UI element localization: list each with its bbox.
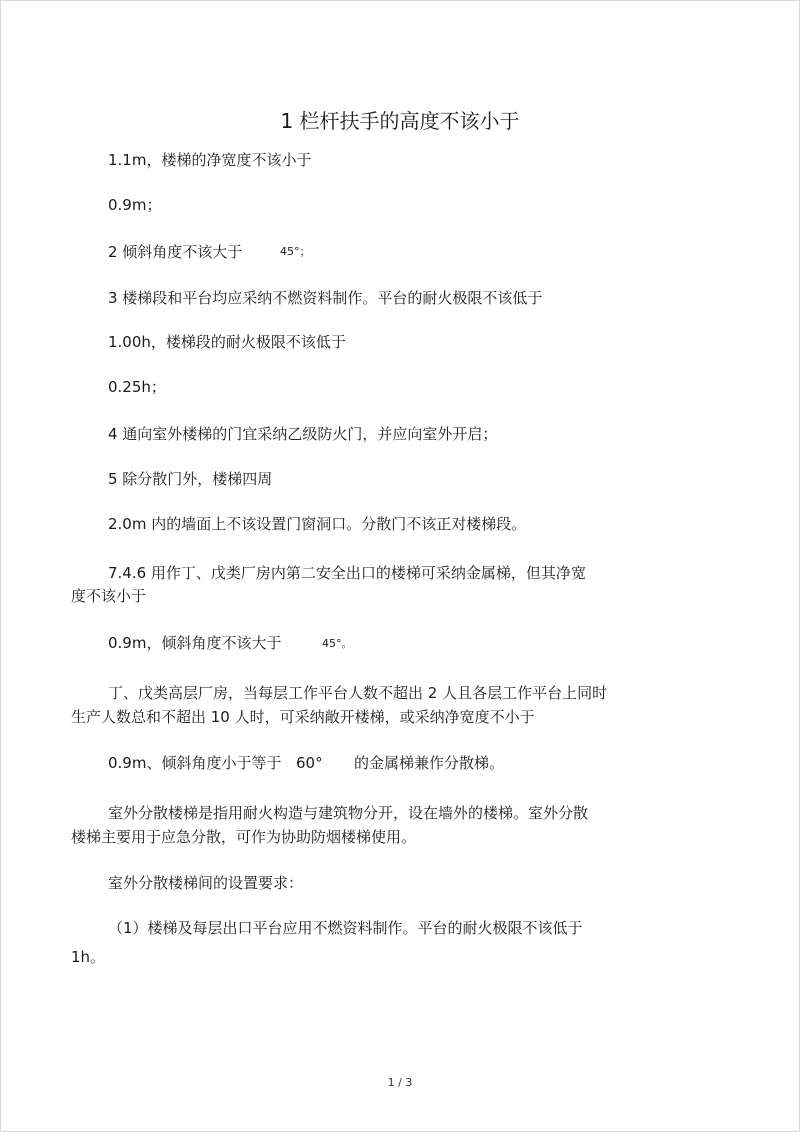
text-line: 5 除分散门外，楼梯四周 [108, 470, 273, 488]
text-line: 室外分散楼梯是指用耐火构造与建筑物分开，设在墙外的楼梯。室外分散 [108, 804, 589, 822]
text-line: 楼梯主要用于应急分散，可作为协助防烟楼梯使用。 [71, 828, 417, 846]
text-line: 0.9m、倾斜角度小于等于 [108, 754, 282, 772]
page-number: 1 / 3 [387, 1076, 413, 1089]
text-line: 0.9m，倾斜角度不该大于 [108, 634, 282, 652]
text-line: 2 倾斜角度不该大于 [108, 243, 243, 261]
text-line: 度不该小于 [71, 587, 147, 605]
text-line: 1.1m，楼梯的净宽度不该小于 [108, 151, 312, 169]
text-line: 生产人数总和不超出 10 人时，可采纳敞开楼梯，或采纳净宽度不小于 [71, 708, 535, 726]
text-line: 2.0m 内的墙面上不该设置门窗洞口。分散门不该正对楼梯段。 [108, 515, 527, 533]
text-line: 的金属梯兼作分散梯。 [354, 754, 505, 772]
text-line: 室外分散楼梯间的设置要求： [108, 874, 304, 892]
text-line: （1）楼梯及每层出口平台应用不燃资料制作。平台的耐火极限不该低于 [108, 919, 583, 937]
text-line: 3 楼梯段和平台均应采纳不燃资料制作。平台的耐火极限不该低于 [108, 289, 543, 307]
text-line: 1h。 [71, 948, 106, 966]
text-line: 0.25h； [108, 378, 166, 396]
text-line: 1.00h，楼梯段的耐火极限不该低于 [108, 333, 346, 351]
text-line: 4 通向室外楼梯的门宜采纳乙级防火门，并应向室外开启； [108, 425, 498, 443]
text-line: 45°； [280, 245, 311, 258]
text-line: 0.9m； [108, 196, 162, 214]
text-line: 60° [296, 754, 323, 772]
text-line: 7.4.6 用作丁、戊类厂房内第二安全出口的楼梯可采纳金属梯，但其净宽 [108, 564, 586, 582]
text-line: 45°。 [322, 637, 353, 650]
text-line: 丁、戊类高层厂房，当每层工作平台人数不超出 2 人且各层工作平台上同时 [108, 684, 608, 702]
page-title: 1 栏杆扶手的高度不该小于 [280, 109, 520, 133]
